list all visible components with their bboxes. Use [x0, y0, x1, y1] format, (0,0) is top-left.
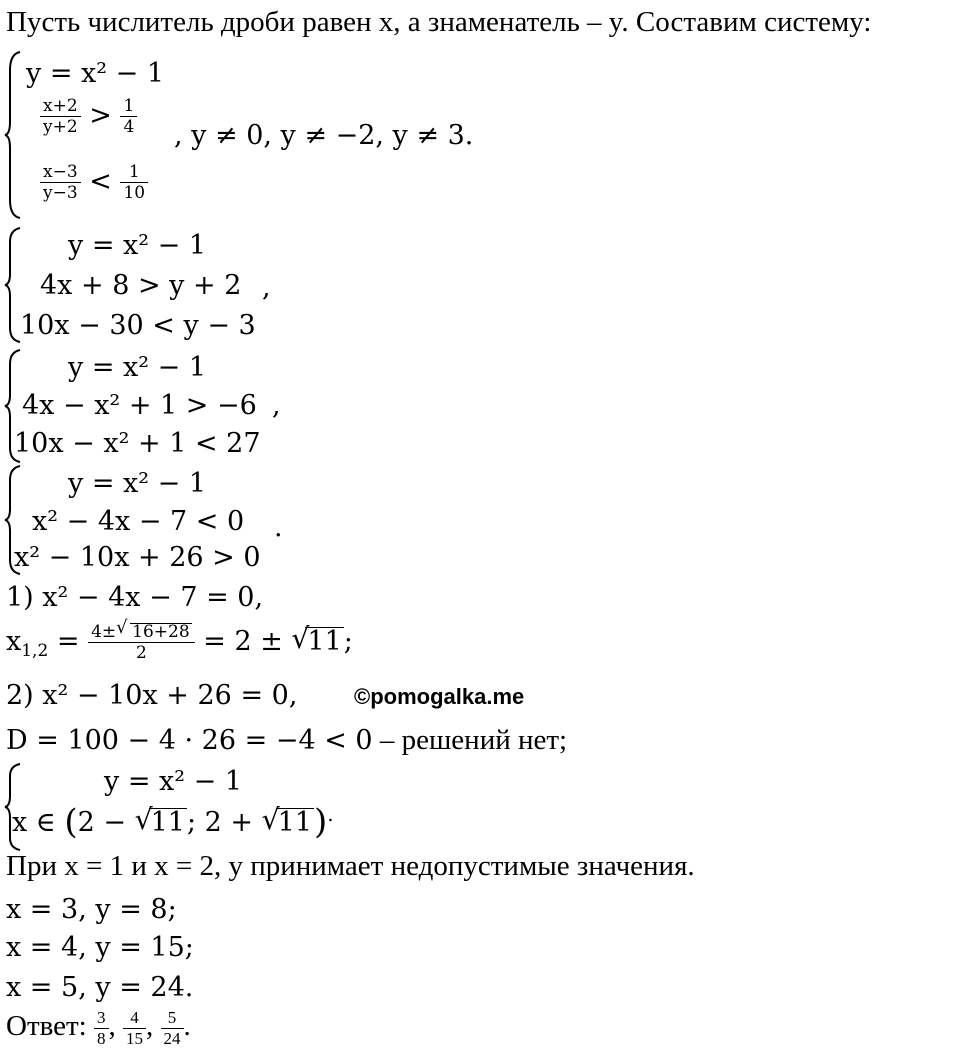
- fraction-numerator: x+2: [40, 96, 81, 117]
- discriminant-conclusion: – решений нет;: [372, 724, 568, 756]
- system-2: [4, 226, 324, 344]
- system-2-row-1: y = x² − 1: [68, 230, 207, 261]
- roots-result: = 2 ±: [203, 626, 292, 657]
- step-2-equation: 2) x² − 10x + 26 = 0,: [6, 680, 298, 711]
- relation-sign: <: [89, 166, 112, 197]
- system-5-row-2: x ∈ (2 − √ 11; 2 + √ 11).: [12, 802, 334, 842]
- roots-denominator: 2: [135, 643, 147, 663]
- case-1: x = 3, y = 8;: [6, 894, 177, 925]
- relation-sign: >: [89, 100, 112, 131]
- system-1-row-1: y = x² − 1: [26, 58, 165, 89]
- case-3: x = 5, y = 24.: [6, 972, 194, 1003]
- roots-radicand: 11: [307, 626, 342, 657]
- answer-fraction-numerator: 4: [123, 1008, 146, 1029]
- answer-fraction-denominator: 8: [97, 1029, 106, 1048]
- fraction-numerator: x−3: [40, 162, 81, 183]
- answer-fraction-denominator: 24: [163, 1029, 181, 1048]
- left-brace-icon: [4, 50, 22, 220]
- fraction-denominator: y−3: [43, 183, 78, 203]
- system-3-row-3: 10x − x² + 1 < 27: [14, 428, 261, 459]
- system-4: [4, 464, 324, 576]
- roots-formula: $x_{1,2}$ = $\frac{4\pm√ 16+28}{2}$ = 2 ± √ 11;: [6, 622, 353, 663]
- system-1: [4, 50, 524, 220]
- system-3-tail: ,: [272, 390, 281, 421]
- roots-numerator: 4±√ 16+28: [88, 622, 195, 643]
- case-2: x = 4, y = 15;: [6, 932, 194, 963]
- fraction-denominator: y+2: [43, 117, 78, 137]
- system-3-row-1: y = x² − 1: [68, 352, 207, 383]
- roots-variable: x: [6, 626, 22, 657]
- intro-text: Пусть числитель дроби равен x, а знаменатель – y. Составим систему:: [6, 6, 872, 38]
- system-3: [4, 348, 324, 464]
- system-4-row-3: x² − 10x + 26 > 0: [14, 542, 261, 573]
- note-text: При x = 1 и x = 2, y принимает недопустимые значения.: [6, 850, 695, 882]
- system-1-row-2: [40, 96, 137, 137]
- system-4-row-2: x² − 4x − 7 < 0: [32, 506, 245, 537]
- fraction-denominator: 10: [123, 183, 146, 203]
- system-4-row-1: y = x² − 1: [68, 468, 207, 499]
- system-5-row-1: y = x² − 1: [104, 766, 243, 797]
- system-2-row-3: 10x − 30 < y − 3: [20, 310, 256, 341]
- system-1-row-3: [40, 162, 148, 203]
- answer-fraction-denominator: 15: [126, 1029, 143, 1048]
- system-3-row-2: 4x − x² + 1 > −6: [22, 390, 257, 421]
- answer-label: Ответ:: [6, 1010, 94, 1043]
- discriminant-formula: D = 100 − 4 · 26 = −4 < 0: [6, 725, 373, 756]
- fraction-denominator: 4: [123, 117, 135, 137]
- system-2-tail: ,: [262, 272, 271, 303]
- answer-line: Ответ: $\frac{3}{8}$ , $\frac{4}{15}$ , $\frac{5}{24}$ .: [6, 1008, 191, 1048]
- system-2-row-2: 4x + 8 > y + 2: [40, 270, 242, 301]
- system-5: [4, 762, 364, 852]
- watermark-text: ©pomogalka.me: [354, 684, 525, 709]
- fraction-numerator: 1: [120, 162, 148, 183]
- discriminant-line: [6, 720, 567, 761]
- answer-fraction-numerator: 3: [94, 1008, 109, 1029]
- step-1-equation: 1) x² − 4x − 7 = 0,: [6, 582, 264, 613]
- system-4-tail: .: [274, 512, 283, 543]
- fraction-numerator: 1: [120, 96, 137, 117]
- system-1-restrictions: , y ≠ 0, y ≠ −2, y ≠ 3.: [174, 120, 474, 151]
- answer-fraction-numerator: 5: [161, 1008, 184, 1029]
- roots-subscript: 1,2: [21, 641, 49, 661]
